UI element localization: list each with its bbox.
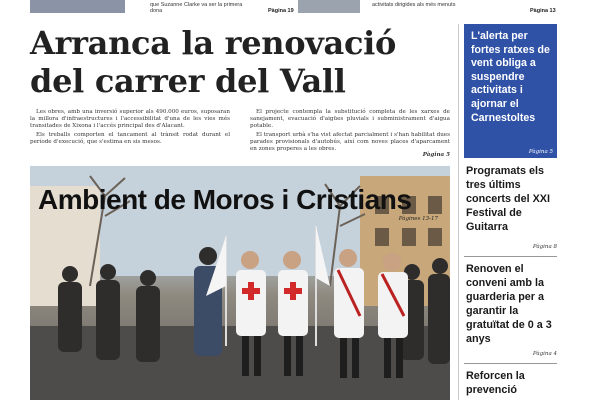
- brief-divider: [464, 256, 557, 257]
- brief-guitar-festival-page: Pàgina 8: [532, 244, 557, 250]
- photo-page-ref: Pàgines 13-17: [398, 216, 438, 222]
- body-paragraph: Les obres, amb una inversió superior als 490.000 euros, suposaran la millora d'infraestructures i l'accessibilitat d'una de les vies més transitades de Xixona i l'accés principal des d'Alacant.: [30, 109, 230, 130]
- photo-headline[interactable]: Ambient de Moros i Cristians: [38, 184, 412, 215]
- strip-text-right: activitats dirigides als més menuts: [372, 2, 456, 8]
- body-column-2: [250, 109, 450, 159]
- brief-guitar-festival[interactable]: Programats els tres últims concerts del XXI Festival de Guitarra: [466, 165, 551, 233]
- sidebar-briefs: [464, 24, 557, 400]
- strip-page-right: Pàgina 13: [530, 8, 556, 14]
- main-headline[interactable]: Arranca la renovació del carrer del Vall: [30, 24, 397, 100]
- body-column-1: [30, 109, 230, 147]
- body-paragraph: Els treballs comporten el tancament al trànsit rodat durant el període d'execució, que s'estima en sis mesos.: [30, 131, 230, 145]
- body-paragraph: El projecte contempla la substitució completa de les xarxes de sanejament, evacuació d'aigües pluvials i subministrament d'aigua potable.: [250, 109, 450, 130]
- brief-prevention[interactable]: Reforcen la prevenció: [466, 370, 525, 396]
- alert-headline[interactable]: L'alerta per fortes ratxes de vent obliga a suspendre activitats i ajornar el Carnestoltes: [471, 30, 550, 124]
- strip-photo-left: [30, 0, 125, 13]
- body-paragraph: El transport urbà s'ha vist afectat parcialment i s'han habilitat dues parades provisionals d'autobús, així com noves places d'aparcament en zones properes a les obres.: [250, 131, 450, 153]
- previous-row-strip: [0, 0, 600, 20]
- parade-photo[interactable]: [30, 166, 450, 400]
- brief-nursery-agreement[interactable]: Renoven el conveni amb la guarderia per a garantir la gratuïtat de 0 a 3 anys: [466, 263, 552, 345]
- main-story-page-ref: Pàgina 5: [422, 151, 450, 158]
- column-divider: [458, 24, 459, 400]
- alert-box[interactable]: [464, 24, 557, 158]
- main-story-body: [30, 109, 450, 159]
- brief-divider: [464, 363, 557, 364]
- alert-page-ref: Pàgina 5: [528, 149, 553, 155]
- strip-photo-right: [298, 0, 360, 13]
- brief-nursery-agreement-page: Pàgina 4: [532, 351, 557, 357]
- strip-text-left: que Suzanne Clarke va ser la primera dona: [150, 2, 243, 14]
- strip-page-left: Pàgina 19: [268, 8, 294, 14]
